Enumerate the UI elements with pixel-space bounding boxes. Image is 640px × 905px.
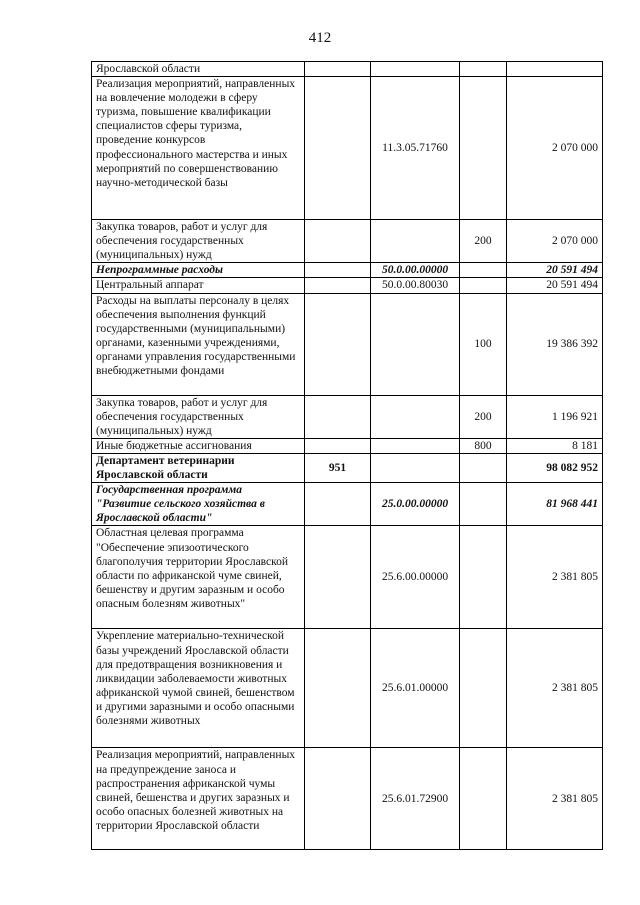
cell-vr: 800 xyxy=(460,438,507,453)
cell-name: Укрепление материально-технической базы учреждений Ярославской области для предотвращения возникновения и ликвидации заболеваемости животных африканской чумой свиней, бешенством и другими заразными и особо опасными болезнями животных xyxy=(92,629,305,748)
cell-name: Центральный аппарат xyxy=(92,278,305,293)
cell-code xyxy=(371,220,460,263)
cell-vr: 100 xyxy=(460,293,507,395)
cell-name: Государственная программа "Развитие сельского хозяйства в Ярославской области" xyxy=(92,483,305,526)
cell-ministry xyxy=(305,483,371,526)
cell-ministry xyxy=(305,220,371,263)
cell-sum: 20 591 494 xyxy=(507,263,603,278)
cell-code: 11.3.05.71760 xyxy=(371,77,460,220)
cell-sum: 2 381 805 xyxy=(507,526,603,629)
cell-vr xyxy=(460,526,507,629)
cell-name: Реализация мероприятий, направленных на предупреждение заноса и распространения африканской чумы свиней, бешенства и других заразных и особо опасных болезней животных на территории Ярославской области xyxy=(92,748,305,850)
cell-name: Закупка товаров, работ и услуг для обеспечения государственных (муниципальных) нужд xyxy=(92,220,305,263)
cell-name: Областная целевая программа "Обеспечение эпизоотического благополучия территории Ярославской области по африканской чуме свиней, бешенству и другим заразным и особо опасным болезням животных" xyxy=(92,526,305,629)
cell-ministry xyxy=(305,263,371,278)
cell-vr: 200 xyxy=(460,220,507,263)
cell-vr xyxy=(460,263,507,278)
cell-code: 50.0.00.80030 xyxy=(371,278,460,293)
cell-name: Ярославской области xyxy=(92,62,305,77)
cell-vr xyxy=(460,453,507,482)
cell-sum: 1 196 921 xyxy=(507,395,603,438)
cell-ministry xyxy=(305,62,371,77)
cell-code xyxy=(371,395,460,438)
cell-ministry xyxy=(305,77,371,220)
table-row xyxy=(92,483,603,526)
table-row xyxy=(92,293,603,395)
cell-name: Непрограммные расходы xyxy=(92,263,305,278)
cell-code: 25.0.00.00000 xyxy=(371,483,460,526)
page-number: 412 xyxy=(308,30,332,46)
table-row xyxy=(92,278,603,293)
table-row xyxy=(92,263,603,278)
table-row xyxy=(92,62,603,77)
cell-code: 25.6.00.00000 xyxy=(371,526,460,629)
table-row xyxy=(92,395,603,438)
table-row xyxy=(92,77,603,220)
cell-sum xyxy=(507,62,603,77)
cell-sum: 2 381 805 xyxy=(507,748,603,850)
cell-ministry xyxy=(305,395,371,438)
table-row xyxy=(92,629,603,748)
cell-sum: 2 070 000 xyxy=(507,77,603,220)
cell-code xyxy=(371,293,460,395)
table-row xyxy=(92,453,603,482)
table-row xyxy=(92,526,603,629)
cell-code xyxy=(371,438,460,453)
cell-code: 25.6.01.00000 xyxy=(371,629,460,748)
cell-name: Реализация мероприятий, направленных на вовлечение молодежи в сферу туризма, повышение квалификации специалистов сферы туризма, проведение конкурсов профессионального мастерства и иных мероприятий по совершенствованию научно-методической базы xyxy=(92,77,305,220)
cell-sum: 98 082 952 xyxy=(507,453,603,482)
cell-vr xyxy=(460,278,507,293)
cell-code xyxy=(371,62,460,77)
cell-name: Расходы на выплаты персоналу в целях обеспечения выполнения функций государственными (муниципальными) органами, казенными учреждениями, органами управления государственными внебюджетными фондами xyxy=(92,293,305,395)
cell-ministry xyxy=(305,526,371,629)
table-row xyxy=(92,220,603,263)
cell-code xyxy=(371,453,460,482)
cell-vr xyxy=(460,77,507,220)
cell-code: 50.0.00.00000 xyxy=(371,263,460,278)
cell-ministry xyxy=(305,748,371,850)
cell-vr xyxy=(460,748,507,850)
cell-vr: 200 xyxy=(460,395,507,438)
budget-table-body xyxy=(92,62,603,850)
cell-name: Иные бюджетные ассигнования xyxy=(92,438,305,453)
budget-table xyxy=(91,61,603,850)
cell-vr xyxy=(460,483,507,526)
cell-ministry xyxy=(305,438,371,453)
table-row xyxy=(92,748,603,850)
cell-ministry xyxy=(305,278,371,293)
cell-sum: 2 381 805 xyxy=(507,629,603,748)
cell-ministry: 951 xyxy=(305,453,371,482)
cell-ministry xyxy=(305,293,371,395)
cell-name: Закупка товаров, работ и услуг для обеспечения государственных (муниципальных) нужд xyxy=(92,395,305,438)
cell-vr xyxy=(460,629,507,748)
cell-sum: 2 070 000 xyxy=(507,220,603,263)
cell-sum: 19 386 392 xyxy=(507,293,603,395)
cell-sum: 20 591 494 xyxy=(507,278,603,293)
cell-ministry xyxy=(305,629,371,748)
cell-vr xyxy=(460,62,507,77)
table-row xyxy=(92,438,603,453)
cell-code: 25.6.01.72900 xyxy=(371,748,460,850)
cell-sum: 8 181 xyxy=(507,438,603,453)
cell-sum: 81 968 441 xyxy=(507,483,603,526)
cell-name: Департамент ветеринарии Ярославской области xyxy=(92,453,305,482)
